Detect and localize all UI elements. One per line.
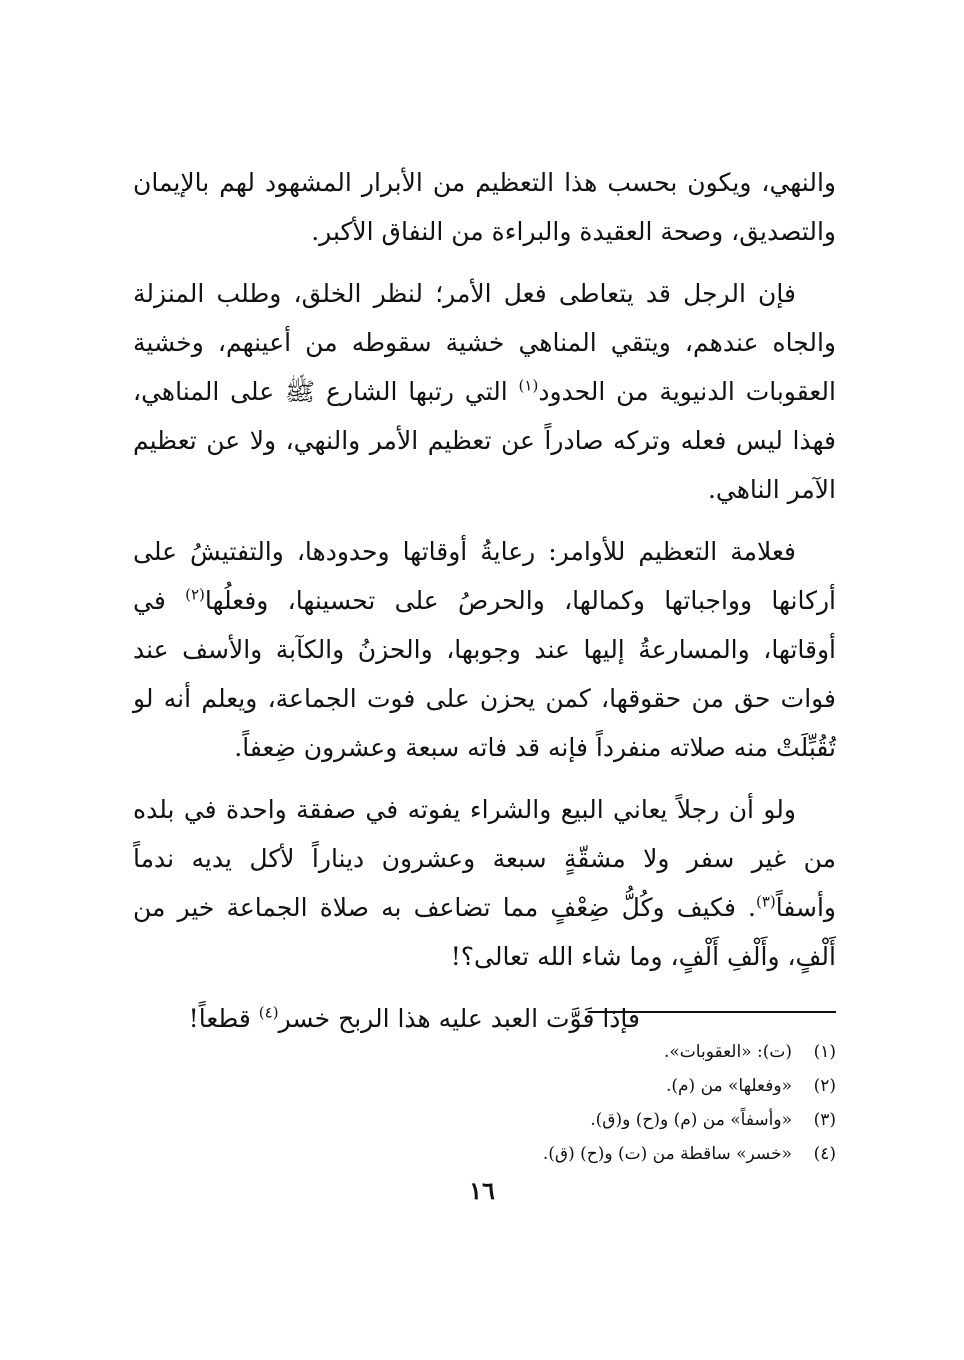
- paragraph: [133, 527, 836, 772]
- paragraph-text: في أوقاتها، والمسارعةُ إليها عند وجوبها، والحزنُ والكآبة والأسف عند فوات حق من حقوقها، كمن يحزن على فوت الجماعة، ويعلم أنه لو تُقُبِّلَتْ منه صلاته منفرداً فإنه قد فاته سبعة وعشرون ضِعفاً.: [133, 586, 836, 762]
- paragraph-text: قطعاً!: [188, 1004, 259, 1033]
- footnotes: [300, 1035, 836, 1171]
- paragraph-text: فعلامة التعظيم للأوامر: رعايةُ أوقاتها وحدودها، والتفتيشُ على أركانها وواجباتها وكمالها، والحرصُ على تحسينها، وفعلُها: [133, 537, 836, 615]
- page-number: ١٦: [469, 1176, 495, 1205]
- body-text: [133, 158, 836, 1056]
- footnote: [300, 1069, 836, 1103]
- footnote-number: (٤): [813, 1144, 836, 1164]
- footnote-ref: (٣): [755, 892, 776, 911]
- footnote: [300, 1137, 836, 1171]
- paragraph-text: التي رتبها الشارع ﷺ على المناهي، فهذا ليس فعله وتركه صادراً عن تعظيم الأمر والنهي، ولا عن تعظيم الآمر الناهي.: [133, 377, 836, 504]
- paragraph-text: فإن الرجل قد يتعاطى فعل الأمر؛ لنظر الخلق، وطلب المنزلة والجاه عندهم، ويتقي المناهي خشية سقوطه من أعينهم، وخشية العقوبات الدنيوية من الحدود: [133, 279, 836, 406]
- footnote-number: (٣): [813, 1110, 836, 1130]
- paragraph: [133, 785, 836, 981]
- footnote-number: (١): [813, 1042, 836, 1062]
- footnote-divider: [588, 1011, 836, 1013]
- footnote: [300, 1035, 836, 1069]
- paragraph-text: . فكيف وكُلُّ ضِعْفٍ مما تضاعف به صلاة الجماعة خير من أَلْفٍ، وأَلْفِ أَلْفٍ، وما شاء الله تعالى؟!: [133, 893, 836, 971]
- footnote-text: «وأسفاً» من (م) و(ح) و(ق).: [590, 1110, 792, 1130]
- paragraph-text: ولو أن رجلاً يعاني البيع والشراء يفوته في صفقة واحدة في بلده من غير سفر ولا مشقّةٍ سبعة وعشرون ديناراً لأكل يديه ندماً وأسفاً: [133, 795, 836, 922]
- footnote-number: (٢): [813, 1076, 836, 1096]
- paragraph: [133, 158, 836, 256]
- footnote-ref: (٢): [185, 585, 205, 604]
- footnote-ref: (٤): [258, 1003, 279, 1022]
- paragraph-text: فإذا فَوَّت العبد عليه هذا الربح خسر: [278, 1004, 640, 1033]
- footnote-text: «خسر» ساقطة من (ت) و(ح) (ق).: [542, 1144, 792, 1164]
- paragraph-text: والنهي، ويكون بحسب هذا التعظيم من الأبرار المشهود لهم بالإيمان والتصديق، وصحة العقيدة والبراءة من النفاق الأكبر.: [133, 168, 836, 246]
- footnote-ref: (١): [518, 376, 539, 395]
- footnote-text: (ت): «العقوبات».: [663, 1042, 792, 1062]
- paragraph: [133, 269, 836, 514]
- footnote-text: «وفعلها» من (م).: [665, 1076, 792, 1096]
- footnote: [300, 1103, 836, 1137]
